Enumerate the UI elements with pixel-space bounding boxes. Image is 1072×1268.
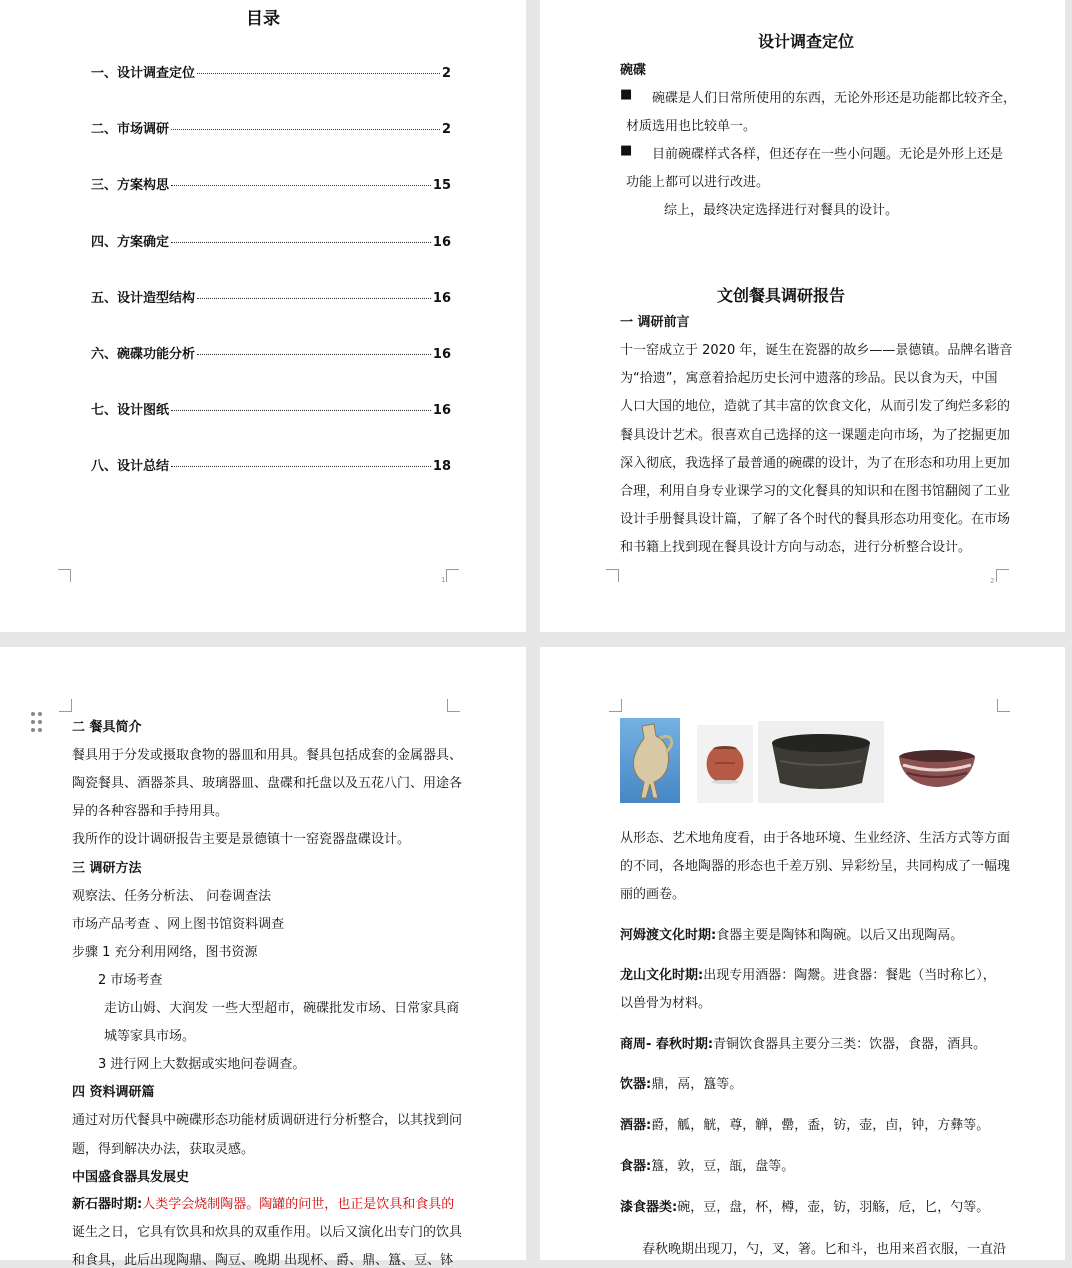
page-toc: [0, 0, 526, 632]
era-label: 食器:: [620, 1159, 652, 1174]
history-entry: [72, 1193, 454, 1212]
era-text: 出现专用酒器：陶鬶。进食器：餐匙（当时称匕），: [703, 968, 996, 983]
report-title: 文创餐具调研报告: [716, 286, 845, 305]
history-entry: [620, 924, 963, 943]
history-entry: [620, 1196, 989, 1215]
era-label: 新石器时期:: [72, 1197, 143, 1212]
history-line: 以兽骨为材料。: [620, 996, 712, 1011]
toc-entry-page: 16: [432, 403, 451, 419]
toc-entry-page: 18: [432, 459, 451, 475]
paragraph-line: 十一窑成立于 2020 年，诞生在瓷器的故乡——景德镇。品牌名谐音: [620, 343, 1013, 358]
toc-entry-label: 五、设计造型结构: [91, 290, 196, 306]
page-number: 2: [990, 577, 995, 585]
toc-leader-dots: [171, 242, 431, 243]
era-text: 人类学会烧制陶器。陶罐的问世，也正是饮具和食具的: [142, 1197, 455, 1212]
paragraph-line: 的不同，各地陶器的形态也千差万别、异彩纷呈，共同构成了一幅瑰: [620, 859, 1011, 874]
toc-leader-dots: [171, 129, 440, 130]
page-history: [540, 647, 1065, 1260]
era-text: 爵，觚，觥，尊，觯，罍，盉，钫，壶，卣，钟，方彝等。: [651, 1118, 990, 1133]
margin-corner-mark: [609, 699, 622, 712]
history-line: 春秋晚期出现刀，勺，叉，箸。匕和斗，也用来舀衣服，一直沿: [642, 1242, 1007, 1257]
paragraph-line: 观察法、任务分析法、 问卷调查法: [72, 888, 272, 904]
subhead: 碗碟: [620, 63, 647, 78]
era-label: 饮器:: [620, 1077, 652, 1092]
history-line: 诞生之日，它具有饮具和炊具的双重作用。以后又演化出专门的饮具: [72, 1225, 463, 1240]
history-entry: [620, 964, 996, 983]
toc-entry[interactable]: [91, 455, 451, 474]
toc-entry-page: 2: [441, 66, 451, 81]
toc-entry-label: 三、方案构思: [91, 178, 170, 194]
paragraph-line: 从形态、艺术地角度看，由于各地环境、生业经济、生活方式等方面: [620, 831, 1011, 846]
era-label: 商周- 春秋时期:: [620, 1037, 714, 1052]
toc-entry[interactable]: [91, 343, 451, 362]
margin-corner-mark: [996, 569, 1009, 582]
toc-entry-label: 七、设计图纸: [91, 403, 170, 419]
paragraph-line: 通过对历代餐具中碗碟形态功能材质调研进行分析整合，以其找到问: [72, 1113, 463, 1129]
paragraph-line: 步骤 1 充分利用网络，图书资源: [72, 944, 258, 960]
margin-corner-mark: [446, 569, 459, 582]
era-text: 鼎，鬲，簋等。: [651, 1077, 743, 1092]
toc-leader-dots: [197, 298, 431, 299]
era-label: 河姆渡文化时期:: [620, 928, 717, 943]
paragraph-line: 餐具设计艺术。很喜欢自己选择的这一课题走向市场，为了挖掘更加: [620, 427, 1011, 443]
toc-entry[interactable]: [91, 118, 451, 137]
toc-entry-page: 16: [432, 347, 451, 362]
clay-pot-image: [697, 725, 753, 803]
paragraph-line: 我所作的设计调研报告主要是景德镇十一窑瓷器盘碟设计。: [72, 832, 411, 848]
bullet-icon: ■: [620, 87, 633, 102]
paragraph-line: 和书籍上找到现在餐具设计方向与动态，进行分析整合设计。: [620, 540, 972, 556]
era-text: 碗，豆，盘，杯，樽，壶，钫，羽觞，卮，匕，勺等。: [677, 1200, 990, 1215]
toc-entry-page: 15: [432, 178, 451, 194]
toc-entry[interactable]: [91, 174, 451, 193]
toc-entry[interactable]: [91, 231, 451, 250]
dark-bowl-image: [758, 721, 884, 803]
paragraph-line: 合理，利用自身专业课学习的文化餐具的知识和在图书馆翻阅了工业: [620, 484, 1011, 499]
paragraph-line: 走访山姆、大润发 一些大型超市，碗碟批发市场、日常家具商: [104, 1001, 460, 1016]
toc-entry[interactable]: [91, 62, 451, 81]
history-entry: [620, 1073, 742, 1092]
era-label: 漆食器类:: [620, 1200, 678, 1215]
paragraph-line: 异的各种容器和手持用具。: [72, 804, 229, 820]
paragraph-line: 题，得到解决办法，获取灵感。: [72, 1141, 255, 1157]
history-entry: [620, 1033, 986, 1052]
margin-corner-mark: [606, 569, 619, 582]
toc-entry[interactable]: [91, 287, 451, 306]
toc-entry-page: 16: [432, 290, 451, 306]
margin-corner-mark: [58, 569, 71, 582]
paragraph-line: 市场产品考查 、网上图书馆资料调查: [72, 916, 285, 932]
bullet-icon: ■: [620, 143, 633, 158]
bullet-text: 碗碟是人们日常所使用的东西，无论外形还是功能都比较齐全，: [652, 91, 1017, 106]
toc-entry-label: 二、市场调研: [91, 122, 170, 138]
paragraph-line: 人口大国的地位，造就了其丰富的饮食文化，从而引发了绚烂多彩的: [620, 399, 1011, 415]
paragraph-line: 设计手册餐具设计篇，了解了各个时代的餐具形态功用变化。在市场: [620, 512, 1011, 528]
toc-title: 目录: [246, 9, 280, 29]
era-label: 酒器:: [620, 1118, 652, 1133]
page-number: 1: [441, 576, 446, 584]
section-heading: 二 餐具简介: [72, 720, 142, 735]
toc-entry-label: 八、设计总结: [91, 459, 170, 475]
section-heading: 四 资料调研篇: [72, 1085, 155, 1101]
section-heading: 一 调研前言: [620, 315, 690, 330]
paragraph-line: 餐具用于分发或摄取食物的器皿和用具。餐具包括成套的金属器具、: [72, 748, 463, 764]
bullet-text: 目前碗碟样式各样，但还存在一些小问题。无论是外形上还是: [652, 147, 1004, 162]
margin-corner-mark: [59, 699, 72, 712]
history-line: 和食具，此后出现陶鼎、陶豆、晚期 出现杯、爵、鼎、簋、豆、钵: [72, 1253, 454, 1268]
painted-bowl-image: [895, 741, 979, 797]
bullet-text: 材质选用也比较单一。: [626, 119, 757, 134]
section-title: 设计调查定位: [757, 32, 854, 51]
section-heading: 中国盛食器具发展史: [72, 1169, 190, 1185]
era-text: 簋，敦，豆，瓿，盘等。: [651, 1159, 795, 1174]
toc-entry[interactable]: [91, 399, 451, 418]
paragraph-line: 3 进行网上大数据或实地问卷调查。: [98, 1057, 306, 1073]
paragraph-line: 2 市场考查: [98, 972, 163, 988]
era-label: 龙山文化时期:: [620, 968, 704, 983]
era-text: 食器主要是陶钵和陶碗。以后又出现陶鬲。: [716, 928, 964, 943]
conclusion: 综上，最终决定选择进行对餐具的设计。: [664, 203, 899, 218]
page-intro: [0, 647, 526, 1268]
paragraph-line: 为“拾遗”，寓意着拾起历史长河中遗落的珍品。民以食为天，中国: [620, 371, 998, 387]
margin-corner-mark: [997, 699, 1010, 712]
pottery-vessel-image: [620, 718, 680, 803]
toc-entry-label: 一、设计调查定位: [91, 66, 196, 81]
bullet-text: 功能上都可以进行改进。: [626, 175, 770, 190]
history-entry: [620, 1155, 794, 1174]
toc-entry-page: 16: [432, 234, 451, 250]
toc-entry-label: 四、方案确定: [91, 234, 170, 250]
section-heading: 三 调研方法: [72, 860, 142, 876]
toc-entry-label: 六、碗碟功能分析: [91, 347, 196, 362]
paragraph-line: 城等家具市场。: [104, 1029, 196, 1045]
page-survey: [540, 0, 1065, 632]
toc-entry-page: 2: [441, 122, 451, 138]
paragraph-line: 深入彻底，我选择了最普通的碗碟的设计，为了在形态和功用上更加: [620, 455, 1011, 471]
margin-corner-mark: [447, 699, 460, 712]
toc-leader-dots: [171, 410, 431, 411]
toc-leader-dots: [197, 73, 440, 74]
toc-leader-dots: [171, 466, 431, 467]
toc-leader-dots: [197, 354, 431, 355]
drag-handle-icon[interactable]: [31, 712, 45, 734]
paragraph-line: 丽的画卷。: [620, 887, 686, 902]
toc-leader-dots: [171, 185, 431, 186]
history-entry: [620, 1114, 989, 1133]
era-text: 青铜饮食器具主要分三类：饮器，食器，酒具。: [713, 1037, 987, 1052]
paragraph-line: 陶瓷餐具、酒器茶具、玻璃器皿、盘碟和托盘以及五花八门、用途各: [72, 776, 463, 792]
